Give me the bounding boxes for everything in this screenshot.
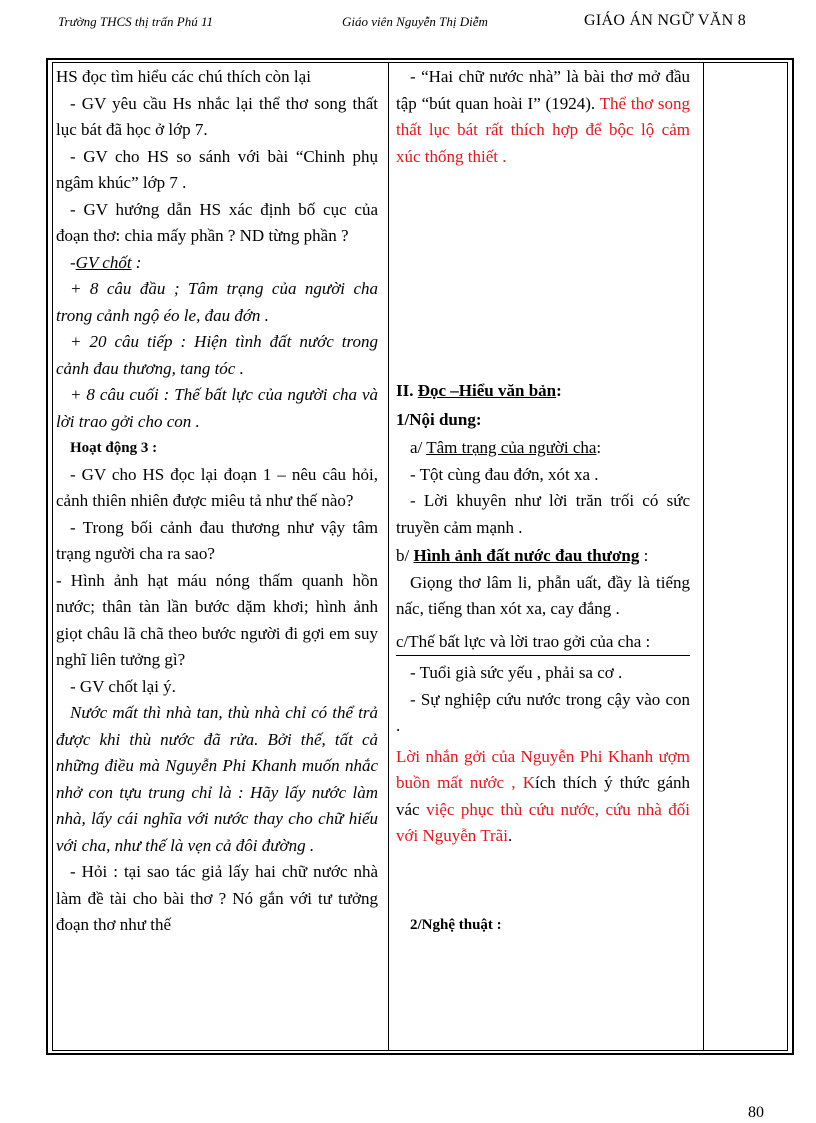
- table-border: [787, 62, 788, 1051]
- activities-column: [56, 64, 378, 939]
- left-line: - GV cho HS đọc lại đoạn 1 – nêu câu hỏi, cảnh thiên nhiên được miêu tả như thế nào?: [56, 464, 378, 510]
- left-line: - Trong bối cảnh đau thương như vậy tâm trạng người cha ra sao?: [56, 517, 378, 563]
- table-border: [52, 62, 53, 1051]
- mid-line: - Tột cùng đau đớn, xót xa .: [410, 464, 599, 484]
- left-line: + 8 câu cuối : Thế bất lực của người cha và lời trao gởi cho con .: [56, 385, 378, 431]
- sub-heading: b/ Hình ảnh đất nước đau thương :: [396, 546, 649, 565]
- mid-line: Giọng thơ lâm li, phẫn uất, đầy là tiếng nấc, tiếng than xót xa, cay đắng .: [396, 572, 690, 618]
- sub-heading: c/Thế bất lực và lời trao gởi của cha :: [396, 629, 690, 657]
- mid-line: - Tuổi già sức yếu , phải sa cơ .: [410, 663, 623, 682]
- section-heading: II. Đọc –Hiểu văn bản:: [396, 381, 562, 400]
- activity-heading: Hoạt động 3 :: [70, 440, 158, 456]
- content-column: [396, 64, 690, 938]
- left-line: - Hỏi : tại sao tác giả lấy hai chữ nước nhà làm đề tài cho bài thơ ? Nó gắn với tư tưởng đoạn thơ như thế: [56, 862, 378, 934]
- section-heading: 1/Nội dung:: [396, 409, 482, 429]
- column-divider: [388, 62, 389, 1051]
- table-border: [52, 1050, 788, 1051]
- left-line: - GV chốt lại ý.: [70, 676, 176, 696]
- left-line: - GV hướng dẫn HS xác định bố cục của đoạn thơ: chia mấy phần ? ND từng phần ?: [56, 199, 378, 245]
- left-line: Nước mất thì nhà tan, thù nhà chỉ có thể trả được khi thù nước đã rửa. Bởi thế, tất cả những điều mà Nguyễn Phi Khanh muốn nhắc nhở con tựu trung chỉ là : Hãy lấy nước làm nhà, lấy cái nghĩa với nước thay cho chữ hiếu với cha, như thế là vẹn cả đôi đường .: [56, 703, 378, 855]
- header-school: Trường THCS thị trấn Phú 11: [58, 14, 214, 29]
- left-line: + 8 câu đầu ; Tâm trạng của người cha trong cảnh ngộ éo le, đau đớn .: [56, 279, 378, 325]
- mid-line: - Sự nghiệp cứu nước trong cậy vào con .: [396, 689, 690, 735]
- left-line: - Hình ảnh hạt máu nóng thấm quanh hồn nước; thân tàn lần bước dặm khơi; hình ảnh giọt châu lã chã theo bước người đi gợi em suy nghĩ liên tưởng gì?: [56, 570, 378, 669]
- header-teacher: Giáo viên Nguyễn Thị Diễm: [342, 14, 488, 29]
- left-line: HS đọc tìm hiểu các chú thích còn lại: [56, 67, 311, 86]
- left-line: - GV cho HS so sánh với bài “Chinh phụ ngâm khúc” lớp 7 .: [56, 146, 378, 192]
- page-number: 80: [748, 1104, 764, 1121]
- sub-heading: a/ Tâm trạng của người cha:: [410, 438, 602, 457]
- left-line: -GV chốt :: [70, 252, 142, 272]
- column-divider: [703, 62, 704, 1051]
- section-heading: 2/Nghệ thuật :: [410, 916, 502, 933]
- table-border: [52, 62, 788, 63]
- left-line: + 20 câu tiếp : Hiện tình đất nước trong cảnh đau thương, tang tóc .: [56, 332, 378, 378]
- mid-line: - “Hai chữ nước nhà” là bài thơ mở đầu tập “bút quan hoài I” (1924). Thể thơ song thất lục bát rất thích hợp để bộc lộ cảm xúc thống thiết .: [396, 67, 690, 166]
- left-line: - GV yêu cầu Hs nhắc lại thể thơ song thất lục bát đã học ở lớp 7.: [56, 93, 378, 139]
- header-title: GIÁO ÁN NGỮ VĂN 8: [584, 12, 747, 29]
- mid-line: Lời nhắn gởi của Nguyễn Phi Khanh ượm buồn mất nước , Kích thích ý thức gánh vác việc phục thù cứu nước, cứu nhà đối với Nguyễn Trãi.: [396, 746, 691, 845]
- mid-line: - Lời khuyên như lời trăn trối có sức truyền cảm mạnh .: [396, 491, 690, 537]
